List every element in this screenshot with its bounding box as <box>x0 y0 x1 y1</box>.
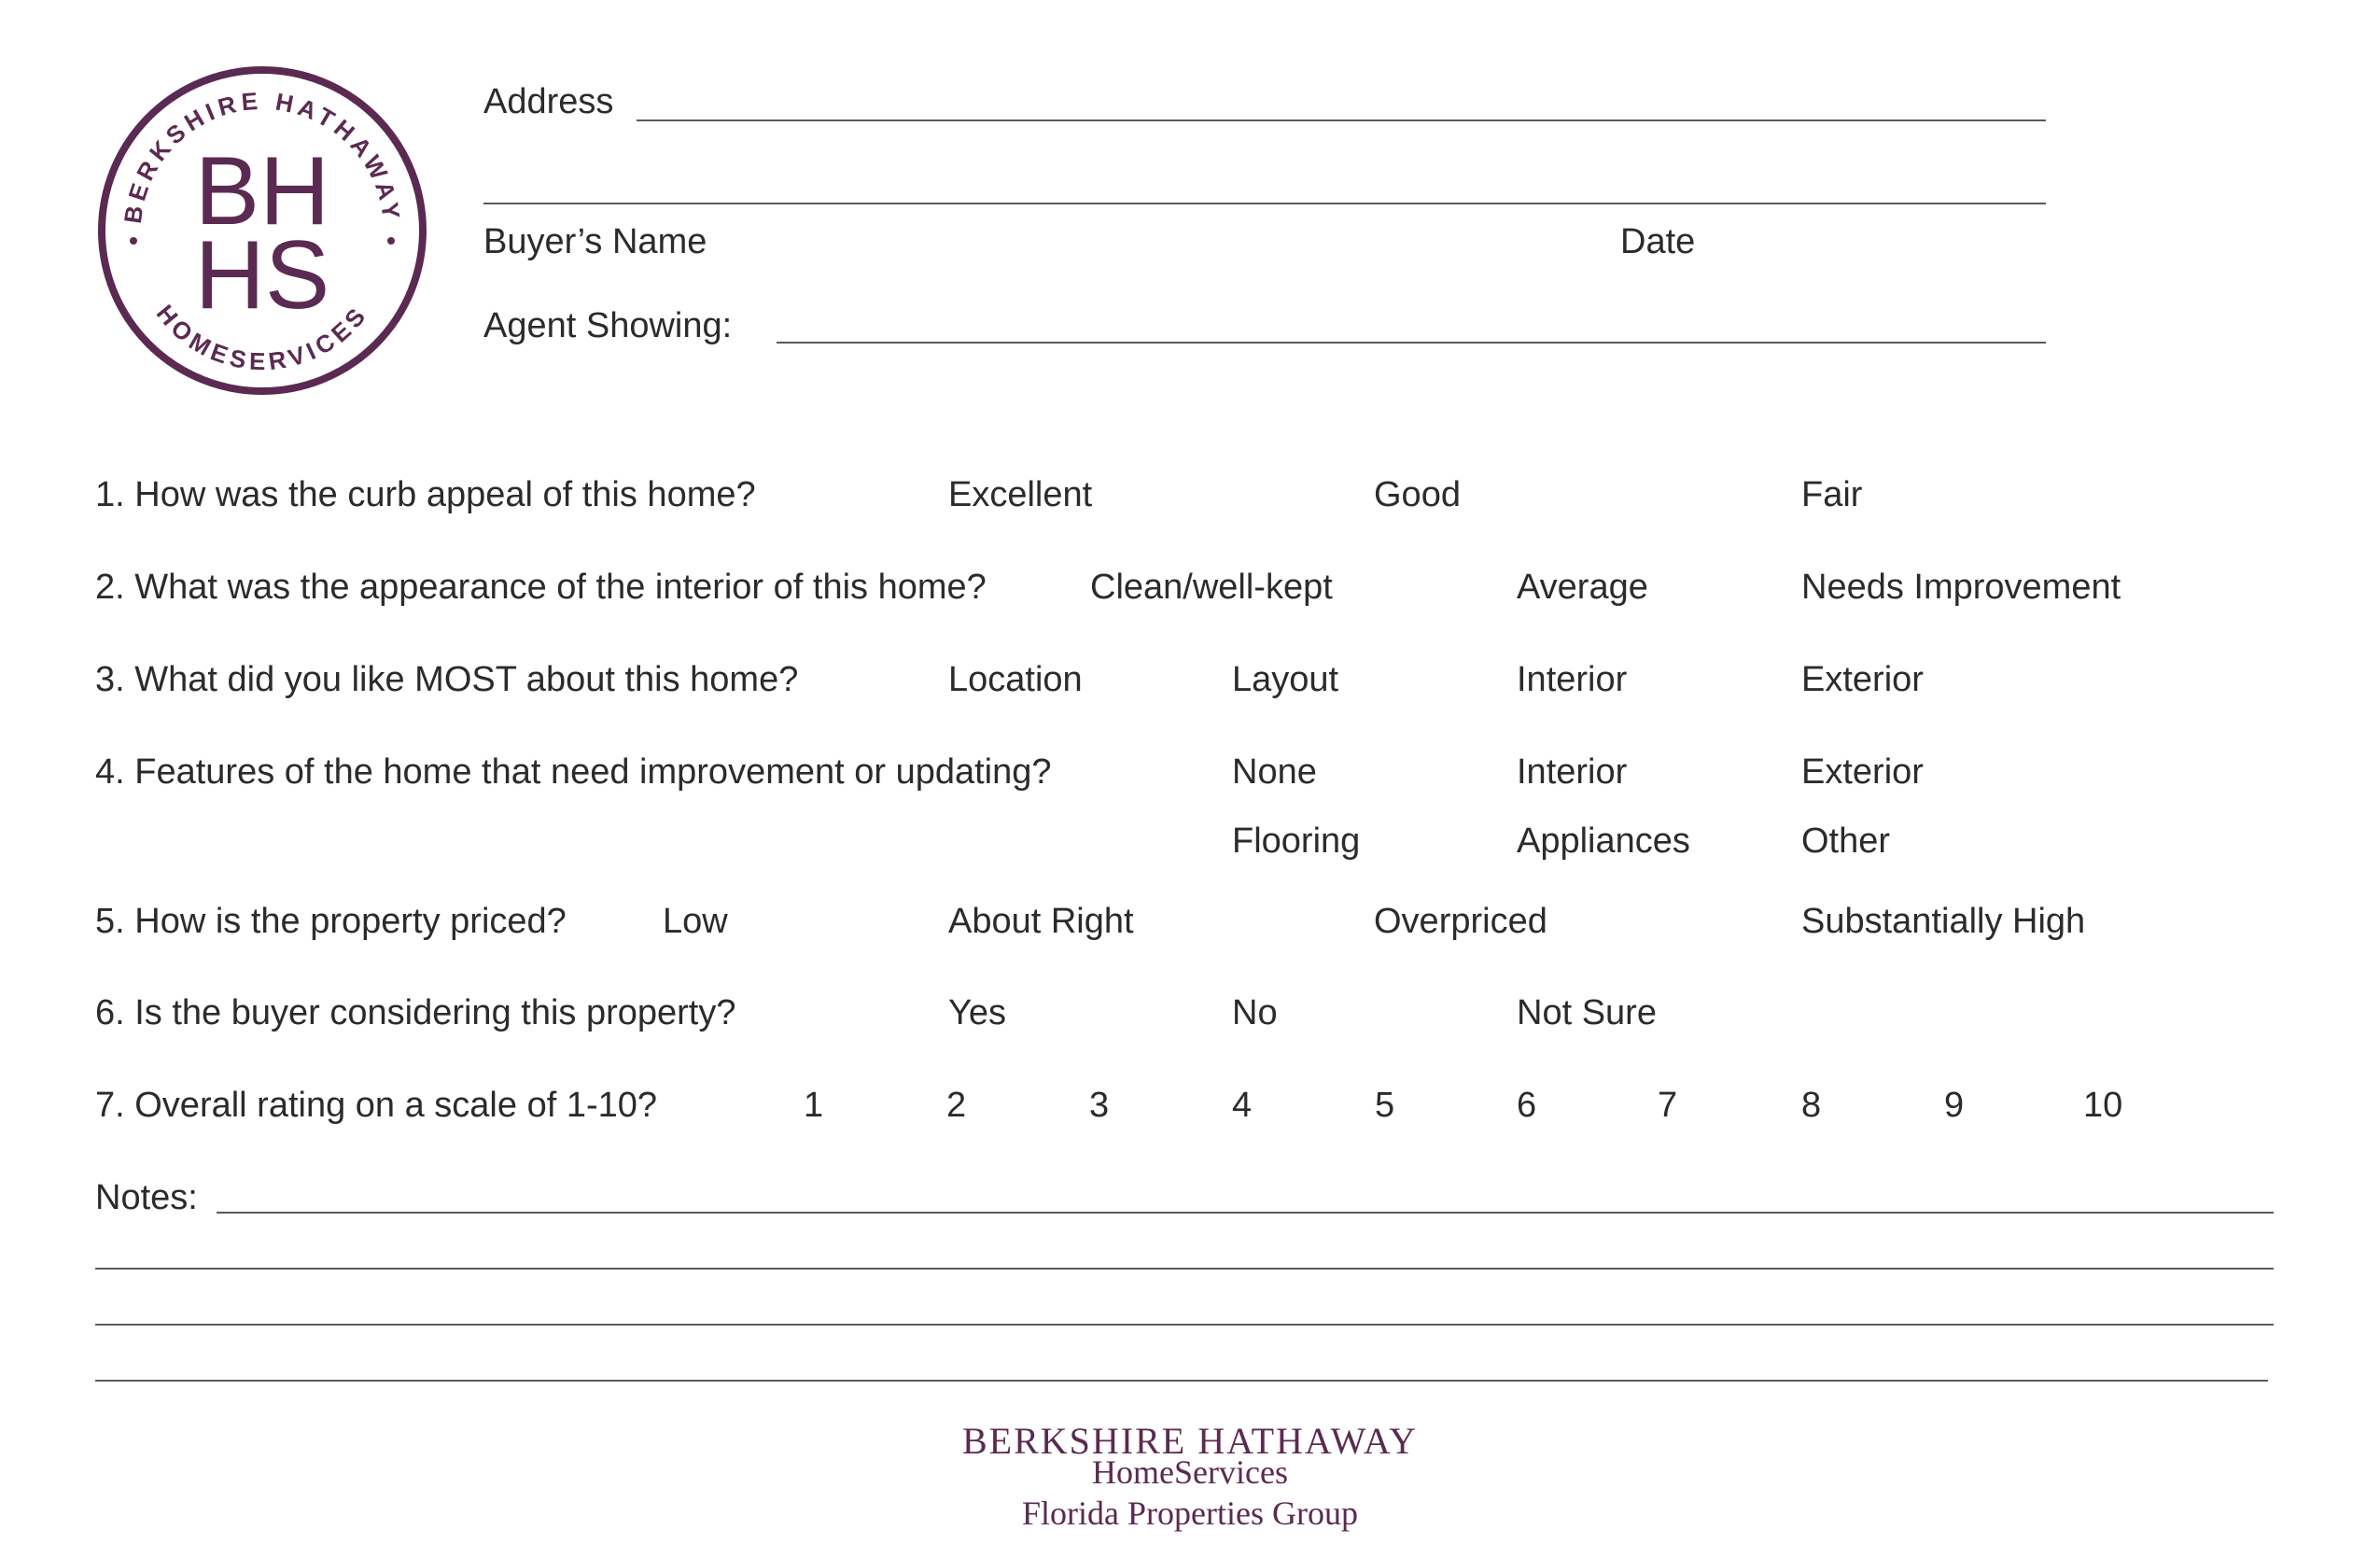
q1-option-fair[interactable]: Fair <box>1801 475 1863 514</box>
question-4: 4. Features of the home that need improvement or updating? <box>95 752 1052 792</box>
agent-showing-line[interactable] <box>777 342 2046 344</box>
q4-option-exterior[interactable]: Exterior <box>1801 752 1924 792</box>
notes-line-1[interactable] <box>217 1212 2274 1214</box>
q3-option-location[interactable]: Location <box>948 660 1083 699</box>
logo-monogram-bottom: HS <box>194 221 330 330</box>
question-6: 6. Is the buyer considering this property? <box>95 993 736 1032</box>
question-7: 7. Overall rating on a scale of 1-10? <box>95 1086 658 1125</box>
q4-option-appliances[interactable]: Appliances <box>1517 821 1690 861</box>
q5-option-low[interactable]: Low <box>663 902 728 941</box>
q4-option-flooring[interactable]: Flooring <box>1232 821 1361 861</box>
q7-rating-4[interactable]: 4 <box>1232 1086 1253 1125</box>
question-5: 5. How is the property priced? <box>95 902 567 941</box>
address-line-2[interactable] <box>483 203 2046 204</box>
q5-option-overpriced[interactable]: Overpriced <box>1374 902 1547 941</box>
q7-rating-5[interactable]: 5 <box>1375 1086 1395 1125</box>
q7-rating-8[interactable]: 8 <box>1801 1086 1822 1125</box>
q3-option-exterior[interactable]: Exterior <box>1801 660 1924 699</box>
footer-office-name: Florida Properties Group <box>1022 1495 1358 1532</box>
q4-option-interior[interactable]: Interior <box>1517 752 1628 792</box>
q2-option-clean[interactable]: Clean/well-kept <box>1090 568 1333 607</box>
q7-rating-1[interactable]: 1 <box>804 1086 824 1125</box>
q7-rating-6[interactable]: 6 <box>1517 1086 1537 1125</box>
bhhs-logo <box>95 63 429 398</box>
q2-option-average[interactable]: Average <box>1517 568 1648 607</box>
q2-option-needs-improvement[interactable]: Needs Improvement <box>1801 568 2121 607</box>
notes-line-2[interactable] <box>95 1268 2274 1270</box>
q5-option-about-right[interactable]: About Right <box>948 902 1134 941</box>
question-2: 2. What was the appearance of the interior of this home? <box>95 568 987 607</box>
footer-brand-sub: HomeServices <box>1092 1453 1288 1491</box>
footer-brand-name: BERKSHIRE HATHAWAY <box>961 1420 1418 1462</box>
buyer-name-label: Buyer’s Name <box>483 222 707 261</box>
question-1: 1. How was the curb appeal of this home? <box>95 475 756 514</box>
notes-label: Notes: <box>95 1178 198 1217</box>
q7-rating-9[interactable]: 9 <box>1944 1086 1965 1125</box>
q4-option-other[interactable]: Other <box>1801 821 1891 861</box>
address-line-1[interactable] <box>637 119 2046 121</box>
logo-ring-bottom-text: HOMESERVICES <box>150 299 374 376</box>
logo-ring-top-text: BERKSHIRE HATHAWAY <box>118 86 407 226</box>
question-3: 3. What did you like MOST about this home? <box>95 660 799 699</box>
notes-line-3[interactable] <box>95 1324 2274 1326</box>
notes-line-4[interactable] <box>95 1380 2268 1382</box>
q1-option-excellent[interactable]: Excellent <box>948 475 1093 514</box>
q7-rating-7[interactable]: 7 <box>1658 1086 1678 1125</box>
q1-option-good[interactable]: Good <box>1374 475 1461 514</box>
q6-option-not-sure[interactable]: Not Sure <box>1517 993 1657 1032</box>
date-label: Date <box>1620 222 1696 261</box>
logo-monogram-top: BH <box>194 137 330 246</box>
q6-option-yes[interactable]: Yes <box>948 993 1006 1032</box>
agent-showing-label: Agent Showing: <box>483 306 733 345</box>
q6-option-no[interactable]: No <box>1232 993 1278 1032</box>
q7-rating-3[interactable]: 3 <box>1089 1086 1110 1125</box>
address-label: Address <box>483 82 614 121</box>
q3-option-interior[interactable]: Interior <box>1517 660 1628 699</box>
q3-option-layout[interactable]: Layout <box>1232 660 1339 699</box>
q5-option-substantially-high[interactable]: Substantially High <box>1801 902 2086 941</box>
q4-option-none[interactable]: None <box>1232 752 1317 792</box>
q7-rating-2[interactable]: 2 <box>946 1086 967 1125</box>
q7-rating-10[interactable]: 10 <box>2083 1086 2123 1125</box>
